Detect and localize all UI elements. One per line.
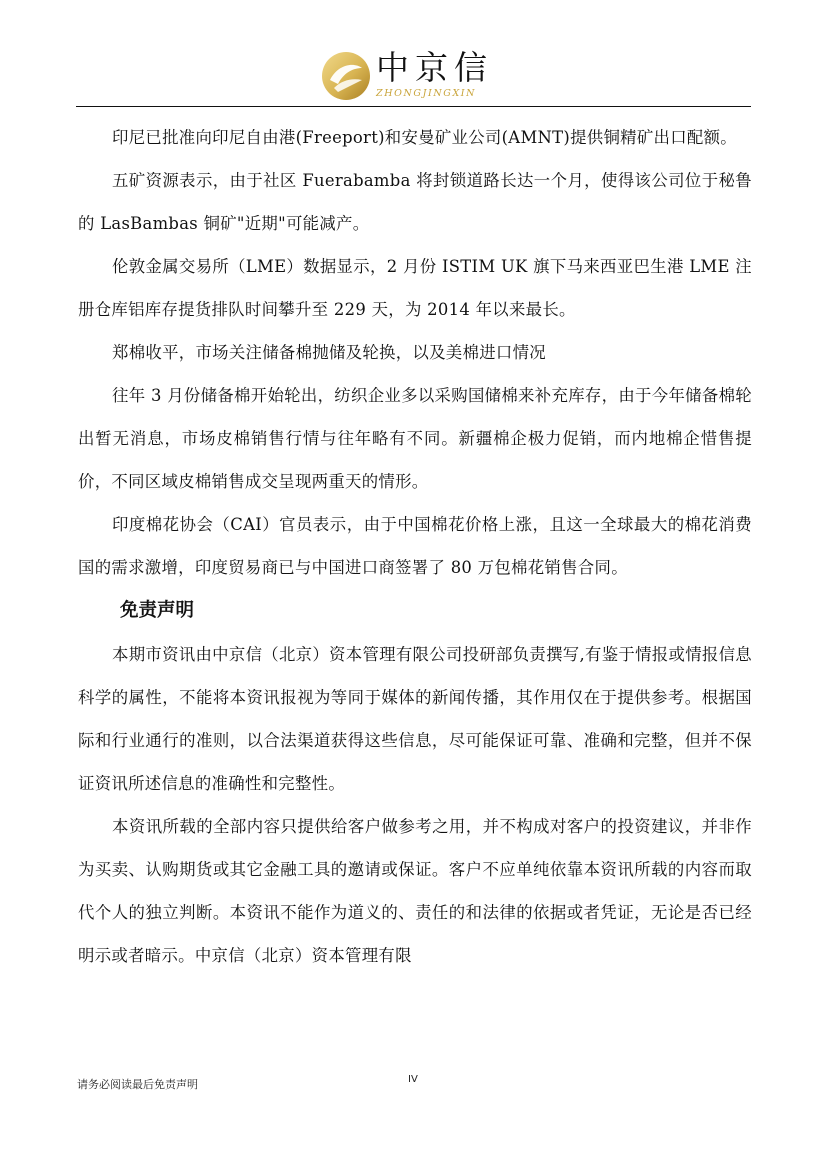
paragraph: 本资讯所载的全部内容只提供给客户做参考之用，并不构成对客户的投资建议，并非作为买卖、认购期货或其它金融工具的邀请或保证。客户不应单纯依靠本资讯所载的内容而取代个人的独立判断。本资讯不能作为道义的、责任的和法律的依据或者凭证，无论是否已经明示或者暗示。中京信（北京）资本管理有限 — [78, 817, 752, 965]
brand-logo — [320, 50, 520, 106]
footer-note: 请务必阅读最后免责声明 — [77, 1078, 198, 1091]
brand-latin: ZHONGJINGXIN — [376, 88, 477, 99]
brand-name: 中京信 — [376, 48, 493, 87]
paragraph: 印尼已批准向印尼自由港(Freeport)和安曼矿业公司(AMNT)提供铜精矿出口配额。 — [112, 128, 737, 147]
paragraph: 郑棉收平，市场关注储备棉抛储及轮换，以及美棉进口情况 — [112, 343, 546, 362]
page-header — [0, 0, 827, 112]
header-divider — [76, 106, 751, 107]
brand-emblem-icon — [320, 50, 372, 102]
paragraph: 五矿资源表示，由于社区 Fuerabamba 将封锁道路长达一个月，使得该公司位于秘鲁的 LasBambas 铜矿"近期"可能减产。 — [78, 171, 752, 233]
paragraph: 印度棉花协会（CAI）官员表示，由于中国棉花价格上涨，且这一全球最大的棉花消费国的需求激增，印度贸易商已与中国进口商签署了 80 万包棉花销售合同。 — [78, 515, 752, 577]
paragraph: 往年 3 月份储备棉开始轮出，纺织企业多以采购国储棉来补充库存，由于今年储备棉轮出暂无消息，市场皮棉销售行情与往年略有不同。新疆棉企极力促销，而内地棉企惜售提价，不同区域皮棉销售成交呈现两重天的情形。 — [78, 386, 752, 491]
page-number: IV — [408, 1074, 418, 1085]
disclaimer-heading: 免责声明 — [120, 600, 195, 621]
document-body — [78, 116, 752, 977]
paragraph: 伦敦金属交易所（LME）数据显示，2 月份 ISTIM UK 旗下马来西亚巴生港 LME 注册仓库铝库存提货排队时间攀升至 229 天，为 2014 年以来最长。 — [78, 257, 752, 319]
paragraph: 本期市资讯由中京信（北京）资本管理有限公司投研部负责撰写,有鉴于情报或情报信息科学的属性，不能将本资讯报视为等同于媒体的新闻传播，其作用仅在于提供参考。根据国际和行业通行的准则，以合法渠道获得这些信息，尽可能保证可靠、准确和完整，但并不保证资讯所述信息的准确性和完整性。 — [78, 645, 752, 793]
